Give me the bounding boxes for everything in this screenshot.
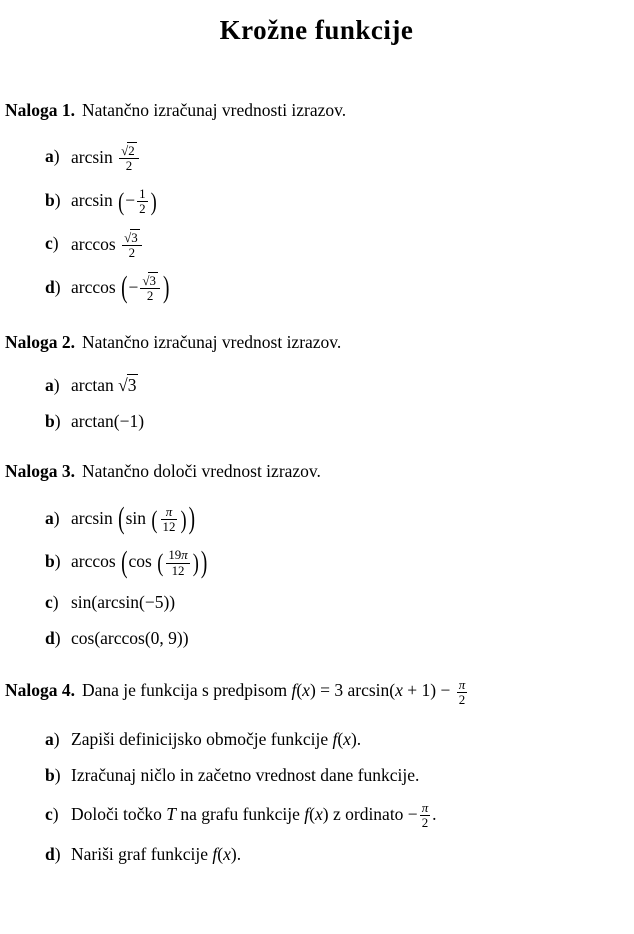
fraction-numerator: [420, 801, 430, 815]
math-text: arcsin: [71, 146, 118, 167]
radical-sign: √: [142, 273, 150, 289]
problems-container: [5, 100, 628, 867]
big-paren: ): [162, 271, 170, 306]
fraction-numerator: [166, 548, 189, 562]
problem-label: Naloga 4.: [5, 680, 75, 701]
radical-sign: √: [124, 229, 132, 245]
problem-item: [5, 271, 628, 306]
item-label: c): [45, 233, 59, 254]
problem-section: [5, 100, 628, 304]
problem-item: [5, 375, 628, 397]
big-paren: ): [192, 549, 199, 577]
item-label: b): [45, 551, 61, 572]
sqrt-expression: [121, 143, 137, 158]
math-text: arcsin: [71, 189, 118, 210]
math-text: (: [337, 729, 344, 750]
item-letter: c: [45, 803, 53, 824]
item-label: b): [45, 765, 61, 786]
big-paren: ): [188, 502, 196, 537]
big-paren: (: [157, 549, 164, 577]
radicand: 3: [131, 229, 138, 245]
math-text: sin: [125, 507, 151, 528]
sqrt-expression: [142, 273, 158, 288]
problem-section: [5, 332, 628, 434]
fraction-denominator: [420, 815, 430, 830]
math-italic: x: [302, 680, 310, 701]
math-text: na grafu funkcije: [176, 803, 305, 824]
item-letter: a: [45, 375, 54, 396]
fraction-denominator: [122, 245, 142, 260]
problem-statement: [82, 676, 469, 707]
item-label: d): [45, 276, 61, 297]
problem-statement-line: [5, 332, 628, 354]
problem-items: [5, 502, 628, 650]
item-label: b): [45, 411, 61, 432]
problem-item: [5, 729, 628, 751]
math-text: arctan: [71, 375, 119, 396]
fraction-numerator: [140, 274, 160, 288]
item-letter: b: [45, 189, 55, 210]
item-label: c): [45, 803, 59, 824]
math-text: 12: [162, 519, 176, 535]
fraction-numerator: [457, 678, 467, 692]
problem-item: [5, 765, 628, 787]
item-content: [71, 187, 158, 216]
math-text: Natančno določi vrednost izrazov.: [82, 461, 321, 482]
math-text: Določi točko: [71, 803, 167, 824]
radical-sign: √: [121, 142, 129, 158]
item-content: [71, 592, 175, 614]
item-label: b): [45, 189, 61, 210]
fraction-denominator: [140, 288, 160, 303]
item-letter: a: [45, 729, 54, 750]
math-text: 1: [139, 186, 146, 202]
math-text: Natančno izračunaj vrednost izrazov.: [82, 331, 342, 352]
item-letter: d: [45, 627, 55, 648]
math-italic: π: [421, 799, 429, 815]
math-text: 12: [171, 562, 185, 578]
problem-statement: [82, 461, 321, 481]
item-letter: c: [45, 591, 53, 612]
math-text: Nariši graf funkcije: [71, 844, 213, 865]
math-text: −: [125, 189, 136, 210]
fraction-numerator: [137, 187, 147, 201]
math-text: ).: [230, 844, 242, 865]
math-text: Dana je funkcija s predpisom: [82, 680, 292, 701]
item-content: [71, 411, 144, 433]
item-content: [71, 844, 241, 866]
item-content: [71, 502, 196, 537]
math-text: Natančno izračunaj vrednosti izrazov.: [82, 99, 347, 120]
math-italic: f: [291, 680, 297, 701]
problem-label: Naloga 3.: [5, 461, 75, 482]
fraction-numerator: [161, 505, 178, 519]
problem-items: [5, 144, 628, 304]
fraction-denominator: [137, 201, 147, 216]
math-italic: x: [223, 844, 231, 865]
math-text: 2: [421, 815, 429, 831]
problem-item: [5, 144, 628, 173]
item-label: a): [45, 729, 60, 750]
item-content: [71, 729, 361, 751]
item-letter: b: [45, 765, 55, 786]
item-letter: b: [45, 551, 55, 572]
fraction: [161, 505, 178, 534]
radical-sign: √: [118, 375, 128, 396]
item-content: [71, 801, 437, 830]
problem-items: [5, 729, 628, 866]
problem-statement-line: [5, 461, 628, 483]
math-italic: T: [166, 803, 176, 824]
fraction-numerator: [119, 144, 139, 158]
math-text: −: [128, 276, 139, 297]
problem-item: [5, 187, 628, 216]
math-text: ) z ordinato −: [322, 803, 418, 824]
big-paren: (: [118, 502, 125, 537]
fraction: [457, 678, 467, 707]
fraction: [166, 548, 189, 577]
math-text: 2: [128, 244, 136, 260]
sqrt-expression: [118, 375, 138, 395]
problem-item: [5, 801, 628, 830]
item-label: a): [45, 507, 60, 528]
math-italic: x: [395, 680, 403, 701]
problem-item: [5, 502, 628, 537]
problem-statement-line: [5, 678, 628, 707]
problem-statement-line: [5, 100, 628, 122]
radicand: 2: [128, 142, 135, 158]
fraction: [122, 231, 142, 260]
math-italic: π: [181, 547, 188, 563]
item-content: [71, 546, 208, 580]
math-text: ) = 3 arcsin(: [309, 680, 396, 701]
fraction: [420, 801, 430, 830]
math-text: ).: [350, 729, 362, 750]
radicand: 3: [127, 375, 137, 396]
math-text: arcsin: [71, 507, 118, 528]
problem-items: [5, 375, 628, 433]
math-text: arccos: [71, 276, 121, 297]
fraction: [140, 274, 160, 303]
math-italic: π: [458, 676, 466, 692]
math-text: arctan(−1): [71, 411, 145, 432]
page-title: Krožne funkcije: [219, 15, 414, 45]
big-paren: ): [180, 505, 187, 533]
big-paren: (: [151, 505, 158, 533]
big-paren: (: [121, 271, 128, 306]
fraction-denominator: [161, 519, 178, 534]
item-label: d): [45, 627, 61, 648]
item-content: [71, 375, 138, 397]
math-text: arccos: [71, 233, 121, 254]
item-letter: d: [45, 844, 55, 865]
big-paren: (: [118, 188, 125, 216]
problem-item: [5, 546, 628, 580]
math-text: 2: [139, 201, 146, 217]
item-label: c): [45, 591, 59, 612]
math-text: cos(arccos(0, 9)): [71, 627, 189, 648]
math-text: (: [309, 803, 315, 824]
fraction-denominator: [166, 563, 189, 578]
fraction: [119, 144, 139, 173]
math-text: Zapiši definicijsko območje funkcije: [71, 729, 333, 750]
math-text: (: [296, 680, 303, 701]
item-label: a): [45, 146, 60, 167]
big-paren: (: [121, 546, 128, 580]
problem-statement: [82, 332, 341, 352]
problem-statement: [82, 100, 346, 120]
big-paren: ): [200, 546, 208, 580]
math-text: (: [217, 844, 224, 865]
item-content: [71, 628, 189, 650]
item-label: d): [45, 844, 61, 865]
fraction-denominator: [119, 158, 139, 173]
problem-label: Naloga 1.: [5, 99, 75, 120]
math-italic: π: [165, 504, 173, 519]
fraction-numerator: [122, 231, 142, 245]
fraction: [137, 187, 147, 216]
math-text: + 1) −: [402, 680, 455, 701]
item-content: [71, 271, 170, 306]
math-text: 19: [168, 547, 182, 563]
item-letter: c: [45, 233, 53, 254]
math-text: sin(arcsin(−5)): [71, 591, 176, 612]
math-italic: f: [304, 803, 310, 824]
item-letter: d: [45, 276, 55, 297]
problem-section: [5, 678, 628, 867]
item-content: [71, 765, 419, 787]
math-italic: x: [314, 803, 323, 824]
math-italic: f: [332, 729, 338, 750]
item-letter: a: [45, 146, 54, 167]
math-text: 2: [125, 157, 133, 173]
math-text: 2: [146, 288, 154, 304]
math-text: .: [432, 803, 437, 824]
problem-item: [5, 628, 628, 650]
problem-item: [5, 411, 628, 433]
math-text: cos: [128, 551, 157, 572]
math-italic: x: [343, 729, 351, 750]
math-text: 2: [458, 691, 466, 707]
item-label: a): [45, 375, 60, 396]
fraction-denominator: [457, 692, 467, 707]
big-paren: ): [150, 188, 157, 216]
problem-label: Naloga 2.: [5, 331, 75, 352]
item-content: [71, 144, 141, 173]
item-letter: a: [45, 507, 54, 528]
problem-item: [5, 592, 628, 614]
math-text: Izračunaj ničlo in začetno vrednost dane funkcije.: [71, 765, 420, 786]
problem-item: [5, 844, 628, 866]
problem-item: [5, 231, 628, 260]
item-content: [71, 231, 144, 260]
radicand: 3: [149, 273, 156, 289]
sqrt-expression: [124, 230, 140, 245]
problem-section: [5, 461, 628, 650]
math-text: arccos: [71, 551, 121, 572]
math-italic: f: [212, 844, 218, 865]
item-letter: b: [45, 411, 55, 432]
